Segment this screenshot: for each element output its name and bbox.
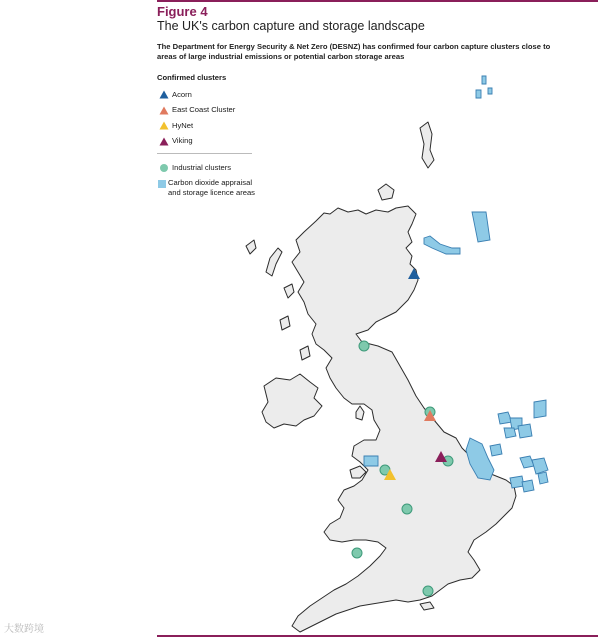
licence-area	[518, 424, 532, 438]
licence-area	[532, 458, 548, 474]
legend-confirmed-title: Confirmed clusters	[157, 73, 227, 82]
legend-label-industrial: Industrial clusters	[172, 162, 232, 172]
island-landmass	[284, 284, 294, 298]
figure-subtitle: The Department for Energy Security & Net Zero (DESNZ) has confirmed four carbon capture clusters close to areas of large industrial emissions or potential carbon storage areas	[157, 42, 551, 61]
licence-area	[364, 456, 378, 466]
legend-label-hynet: HyNet	[172, 120, 194, 130]
island-landmass	[300, 346, 310, 360]
industrial-cluster-marker	[423, 586, 433, 596]
legend-label-acorn: Acorn	[172, 89, 192, 99]
licence-area	[424, 236, 460, 254]
industrial-cluster-marker	[352, 548, 362, 558]
industrial-cluster-marker	[402, 504, 412, 514]
industrial-cluster-marker	[359, 341, 369, 351]
island-landmass	[246, 240, 256, 254]
island-landmass	[280, 316, 290, 330]
bottom-rule	[157, 635, 598, 637]
northern-ireland-landmass	[262, 374, 322, 428]
anglesey-landmass	[350, 466, 366, 478]
outer-hebrides-landmass	[266, 248, 282, 276]
licence-area	[490, 444, 502, 456]
figure-title: The UK's carbon capture and storage landscape	[157, 19, 425, 33]
isle-of-man-landmass	[356, 406, 364, 420]
great-britain-landmass	[292, 206, 516, 632]
legend-label-viking: Viking	[172, 136, 193, 146]
shetland-landmass	[420, 122, 434, 168]
legend-label-licence: Carbon dioxide appraisal and storage licence areas	[168, 177, 255, 197]
watermark-text: 大数跨境	[4, 624, 44, 635]
licence-area	[522, 480, 534, 492]
licence-area	[482, 76, 486, 84]
legend-label-east-coast: East Coast Cluster	[172, 105, 236, 115]
licence-area	[538, 472, 548, 484]
isle-of-wight-landmass	[420, 602, 434, 610]
licence-area	[520, 456, 534, 468]
licence-area	[534, 400, 546, 418]
orkney-landmass	[378, 184, 394, 200]
licence-area	[488, 88, 492, 94]
figure-label: Figure 4	[157, 4, 208, 19]
licence-area	[504, 428, 516, 438]
licence-area	[476, 90, 481, 98]
licence-area	[472, 212, 490, 242]
